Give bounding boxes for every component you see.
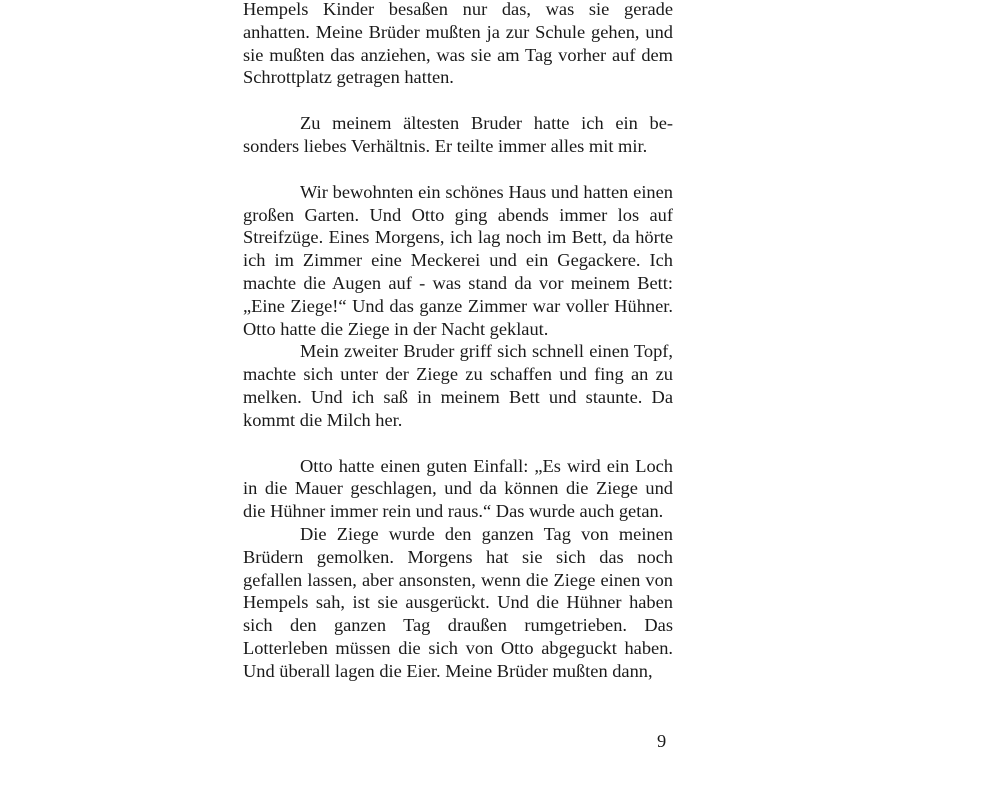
paragraph-3: Wir bewohnten ein schönes Haus und hatten einen großen Garten. Und Otto ging abends immer los auf Streifzüge. Eines Morgens, ich lag noch im Bett, da hörte ich im Zimmer eine Meckerei und ein Gegackere. Ich machte die Augen auf - was stand da vor meinem Bett: „Eine Ziege!“ Und das ganze Zimmer war voller Hühner. Otto hatte die Ziege in der Nacht geklaut.: [243, 181, 673, 339]
paragraph-2: Zu meinem ältesten Bruder hatte ich ein besonders liebes Verhältnis. Er teilte immer alles mit mir.: [243, 113, 673, 156]
page-number: 9: [657, 731, 667, 751]
paragraph-1: Hempels Kinder besaßen nur das, was sie gerade anhatten. Meine Brüder mußten ja zur Schule gehen, und sie mußten das anziehen, was sie am Tag vorher auf dem Schrottplatz getragen hatten.: [243, 0, 673, 88]
paragraph-6: Die Ziege wurde den ganzen Tag von meinen Brüdern gemolken. Morgens hat sie sich das noch gefallen lassen, aber ansonsten, wenn die Ziege einen von Hempels sah, ist sie ausgerückt. Und die Hühner haben sich den ganzen Tag draußen rumgetrieben. Das Lotterleben müssen die sich von Otto abgeguckt haben. Und überall lagen die Eier. Meine Brüder mußten dann,: [243, 523, 673, 681]
page-body: [243, 0, 673, 683]
paragraph-5: Otto hatte einen guten Einfall: „Es wird ein Loch in die Mauer geschlagen, und da können die Ziege und die Hühner immer rein und raus.“ Das wurde auch getan.: [243, 455, 673, 522]
paragraph-4: Mein zweiter Bruder griff sich schnell einen Topf, machte sich unter der Ziege zu schaffen und fing an zu melken. Und ich saß in meinem Bett und staunte. Da kommt die Milch her.: [243, 341, 673, 430]
